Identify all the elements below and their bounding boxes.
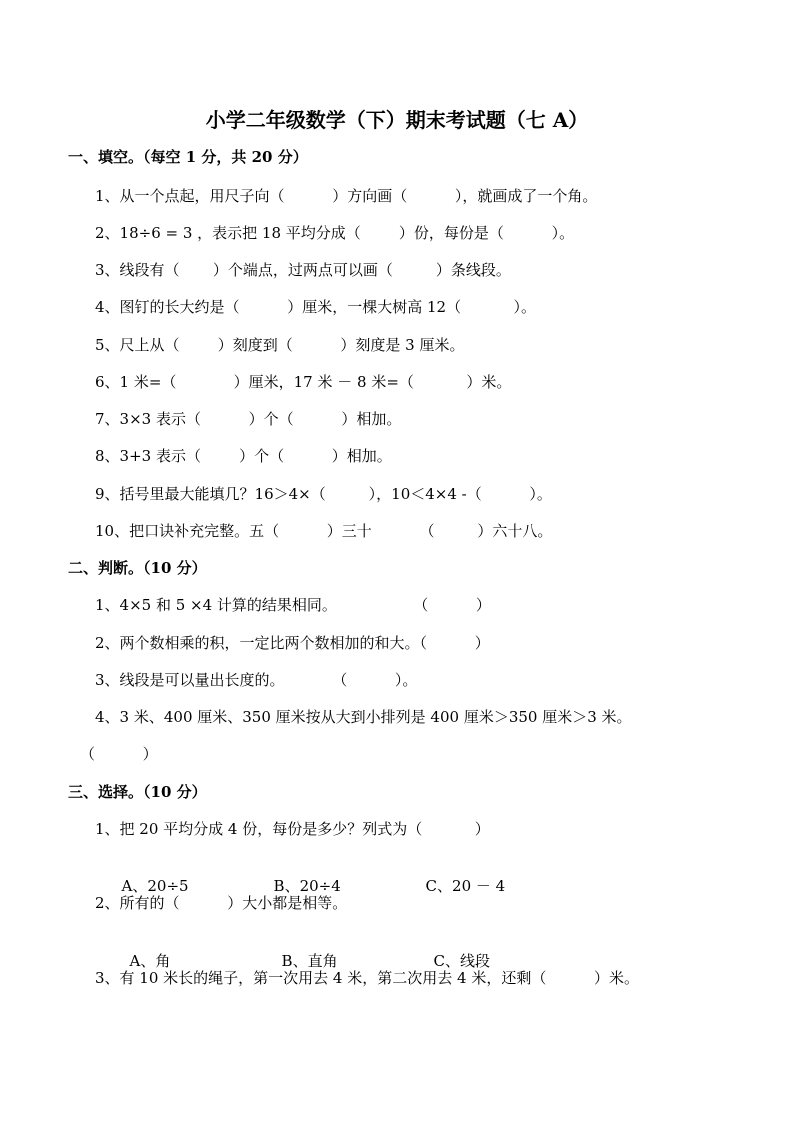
- question-1-3: 3、线段有（ ）个端点，过两点可以画（ ）条线段。: [95, 261, 511, 279]
- question-1-6: 6、1 米=（ ）厘米，17 米 － 8 米=（ ）米。: [95, 373, 512, 391]
- question-3-2: 2、所有的（ ）大小都是相等。: [95, 894, 348, 912]
- question-3-1-options: [112, 856, 505, 896]
- option-a: A、20÷5: [121, 877, 189, 895]
- question-3-2-options: [120, 931, 490, 971]
- question-2-2: 2、两个数相乘的积，一定比两个数相加的和大。（ ）: [95, 634, 490, 652]
- question-2-4-answer: （ ）: [80, 745, 158, 763]
- question-1-4: 4、图钉的长大约是（ ）厘米，一棵大树高 12（ ）。: [95, 298, 537, 316]
- page-title: 小学二年级数学（下）期末考试题（七 A）: [205, 108, 589, 132]
- section-heading-fill-blank: 一、填空。（每空 1 分，共 20 分）: [68, 148, 308, 166]
- option-c: C、线段: [433, 952, 491, 970]
- question-1-7: 7、3×3 表示（ ）个（ ）相加。: [95, 410, 402, 428]
- question-1-5: 5、尺上从（ ）刻度到（ ）刻度是 3 厘米。: [95, 336, 465, 354]
- question-2-1: 1、4×5 和 5 ×4 计算的结果相同。 （ ）: [95, 596, 491, 614]
- option-a: A、角: [129, 952, 171, 970]
- option-c: C、20 － 4: [425, 877, 506, 895]
- option-b: B、直角: [281, 952, 338, 970]
- section-heading-judge: 二、判断。（10 分）: [68, 559, 207, 577]
- section-heading-choice: 三、选择。（10 分）: [68, 783, 207, 801]
- question-1-1: 1、从一个点起，用尺子向（ ）方向画（ ），就画成了一个角。: [95, 187, 598, 205]
- question-1-8: 8、3+3 表示（ ）个（ ）相加。: [95, 447, 392, 465]
- question-1-9: 9、括号里最大能填几？16＞4×（ ），10＜4×4 -（ ）。: [95, 485, 552, 503]
- question-1-2: 2、18÷6 = 3 ，表示把 18 平均分成（ ）份，每份是（ ）。: [95, 224, 575, 242]
- question-3-1: 1、把 20 平均分成 4 份，每份是多少？列式为（ ）: [95, 820, 490, 838]
- question-1-10: 10、把口诀补充完整。五（ ）三十 （ ）六十八。: [95, 522, 553, 540]
- question-3-3: 3、有 10 米长的绳子，第一次用去 4 米，第二次用去 4 米，还剩（ ）米。: [95, 969, 640, 987]
- question-2-4: 4、3 米、400 厘米、350 厘米按从大到小排列是 400 厘米＞350 厘米＞3 米。: [95, 708, 632, 726]
- option-b: B、20÷4: [273, 877, 341, 895]
- question-2-3: 3、线段是可以量出长度的。 （ ）。: [95, 671, 418, 689]
